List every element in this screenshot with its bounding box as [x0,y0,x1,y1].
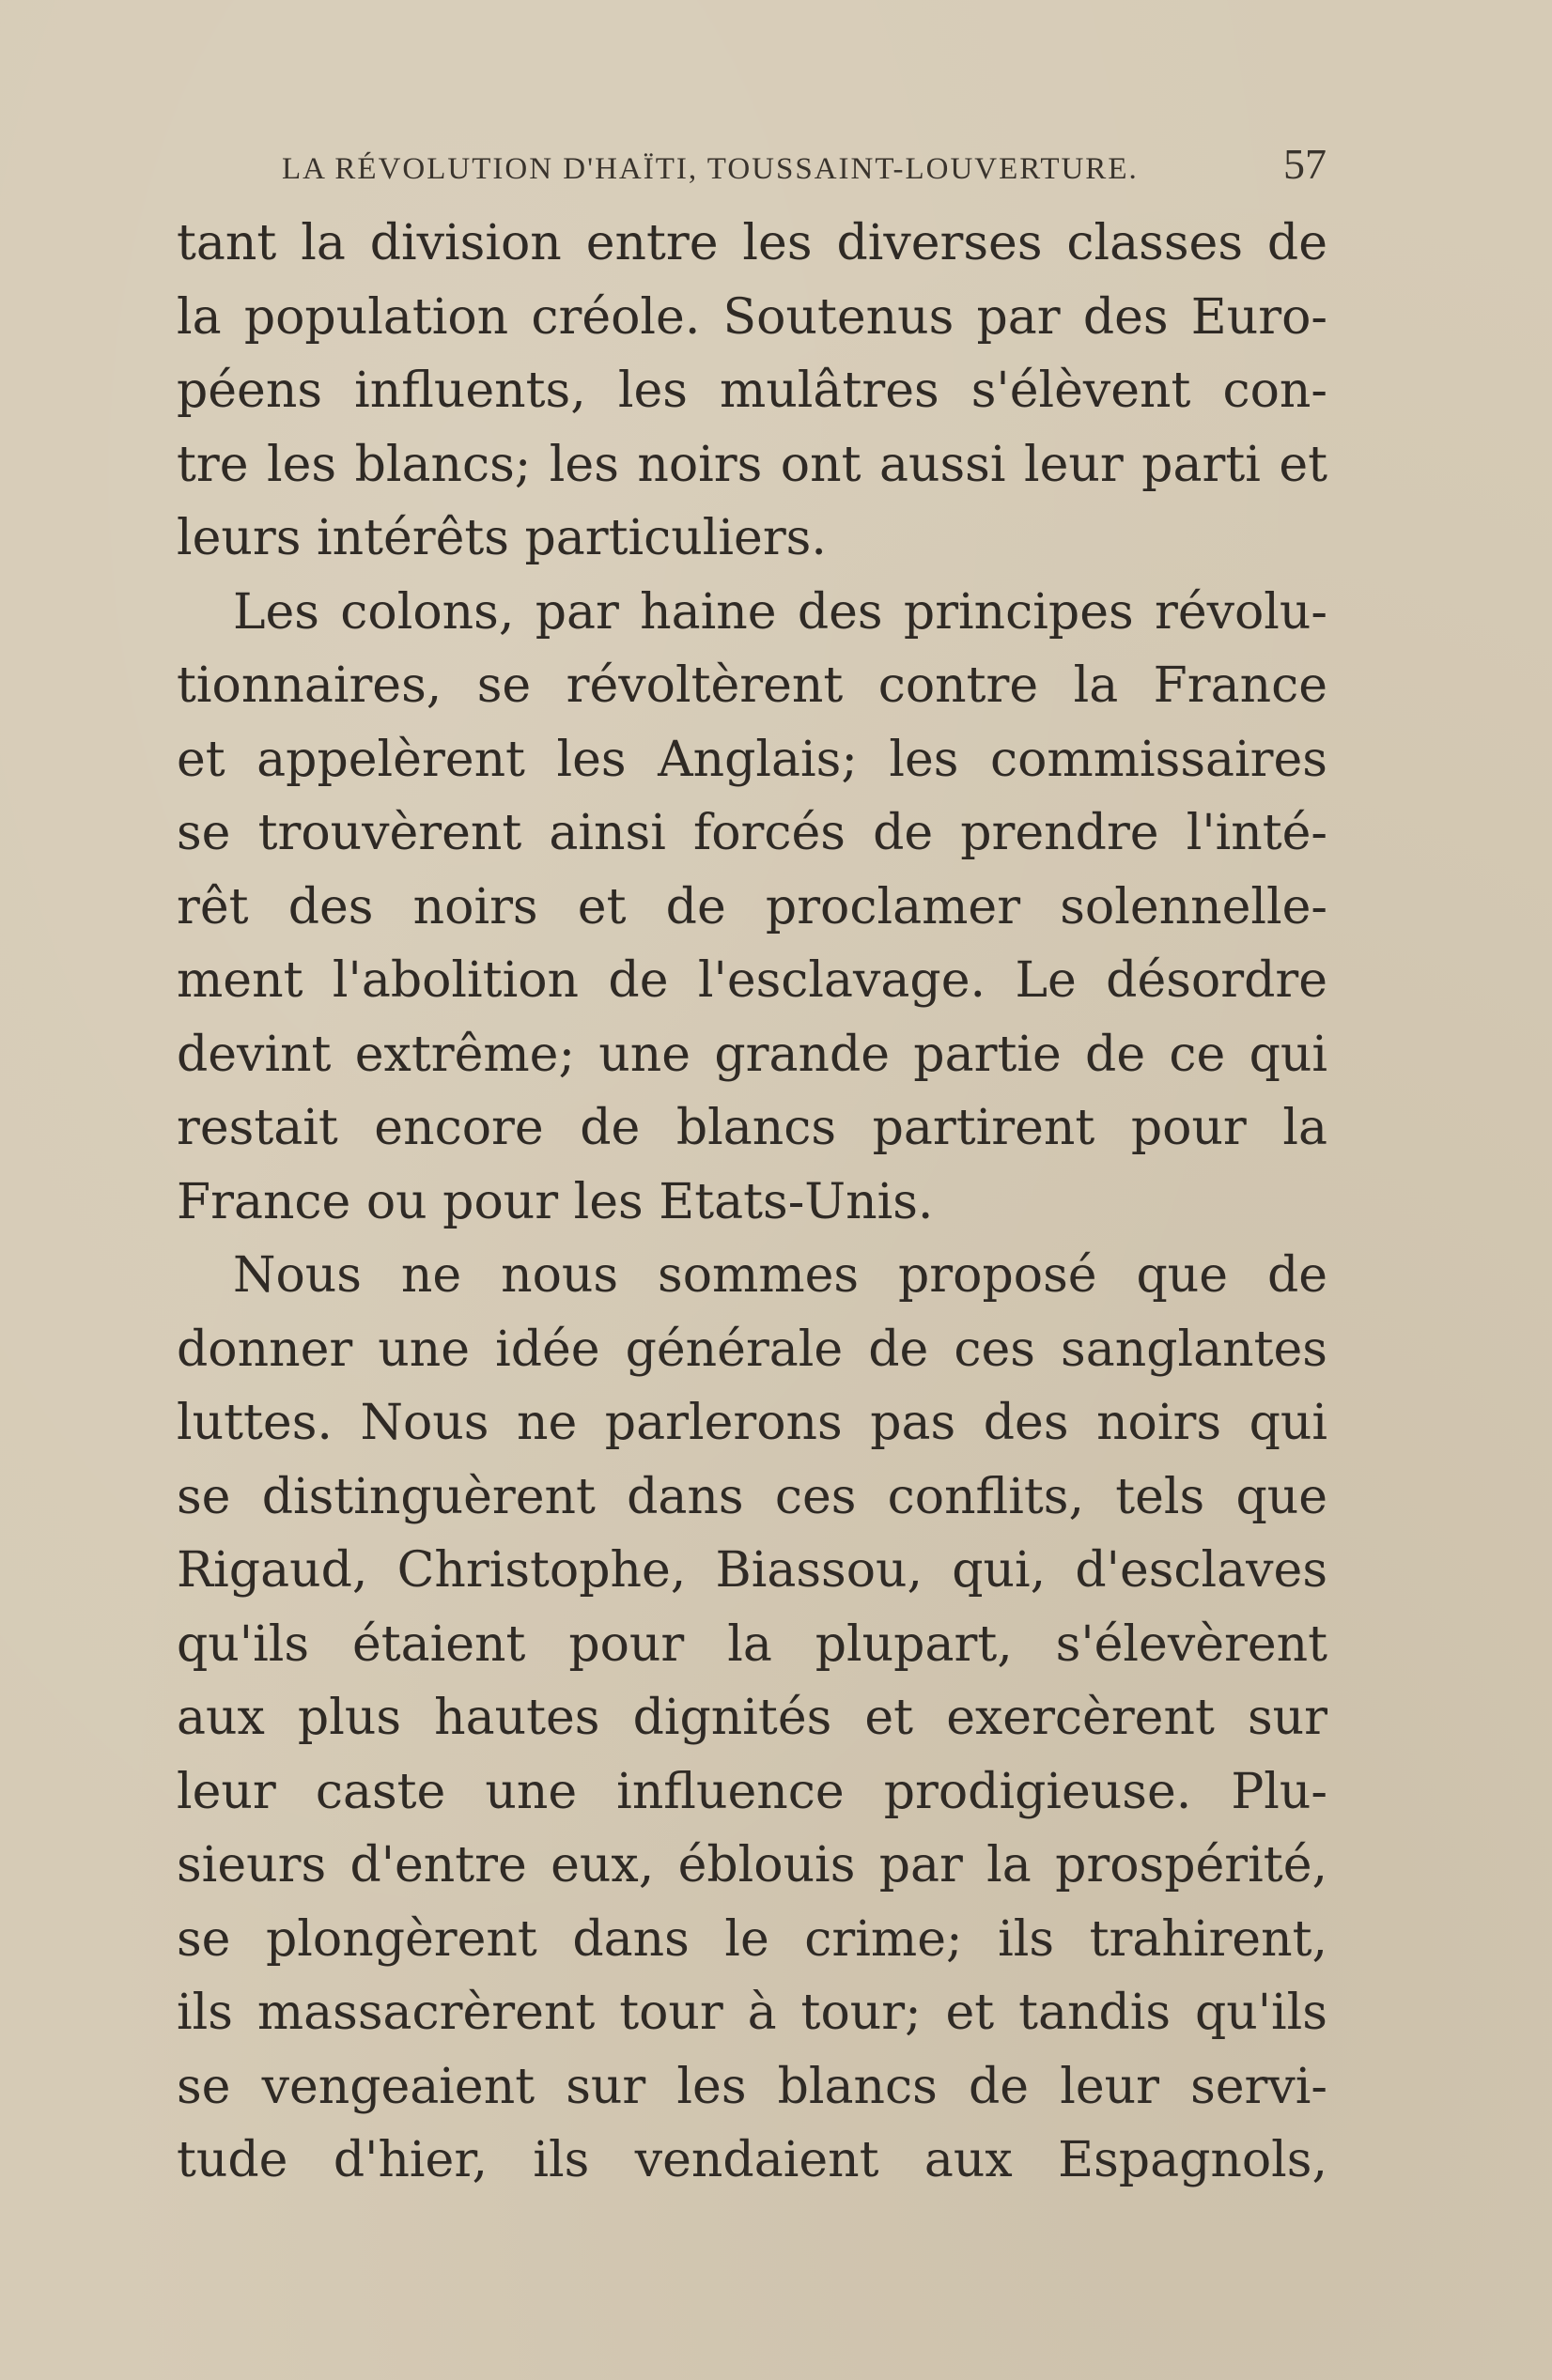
page-number: 57 [1283,140,1327,188]
text-line: tude d'hier, ils vendaient aux Espagnols, [177,2132,1327,2188]
text-line: sieurs d'entre eux, éblouis par la prospérité, [177,1837,1327,1893]
text-line: tre les blancs; les noirs ont aussi leur parti et [177,436,1327,493]
text-line: Rigaud, Christophe, Biassou, qui, d'esclaves [177,1542,1327,1599]
text-line: tant la division entre les diverses classes de [177,215,1327,271]
text-line: donner une idée générale de ces sanglantes [177,1321,1327,1378]
text-line: leurs intérêts particuliers. [177,510,827,566]
text-line: qu'ils étaient pour la plupart, s'élevèrent [177,1615,1327,1673]
text-line: se distinguèrent dans ces conflits, tels que [177,1468,1327,1525]
text-line: luttes. Nous ne parlerons pas des noirs qui [177,1395,1327,1451]
text-line: ment l'abolition de l'esclavage. Le désordre [177,952,1327,1009]
running-title: LA RÉVOLUTION D'HAÏTI, TOUSSAINT-LOUVERTURE. [282,152,1139,186]
text-line: Nous ne nous sommes proposé que de [233,1247,1327,1304]
text-line: devint extrême; une grande partie de ce qui [177,1026,1327,1083]
text-line: rêt des noirs et de proclamer solennelle- [177,878,1327,935]
text-line: ils massacrèrent tour à tour; et tandis qu'ils [177,1985,1327,2041]
text-line: se vengeaient sur les blancs de leur servi- [177,2058,1327,2115]
text-line: restait encore de blancs partirent pour la [177,1100,1327,1156]
text-line: aux plus hautes dignités et exercèrent sur [177,1690,1327,1746]
text-line: se trouvèrent ainsi forcés de prendre l'inté- [177,805,1327,861]
text-line: France ou pour les Etats-Unis. [177,1173,934,1230]
page-header [282,139,1327,195]
text-line: Les colons, par haine des principes révolu- [233,583,1327,641]
text-line: tionnaires, se révoltèrent contre la France [177,657,1327,714]
text-line: et appelèrent les Anglais; les commissaires [177,731,1327,788]
text-line: la population créole. Soutenus par des Euro- [177,288,1327,346]
body-text [177,207,1327,2198]
text-line: se plongèrent dans le crime; ils trahirent, [177,1910,1327,1968]
text-line: leur caste une influence prodigieuse. Plu- [177,1763,1327,1820]
text-line: péens influents, les mulâtres s'élèvent con- [177,363,1327,419]
